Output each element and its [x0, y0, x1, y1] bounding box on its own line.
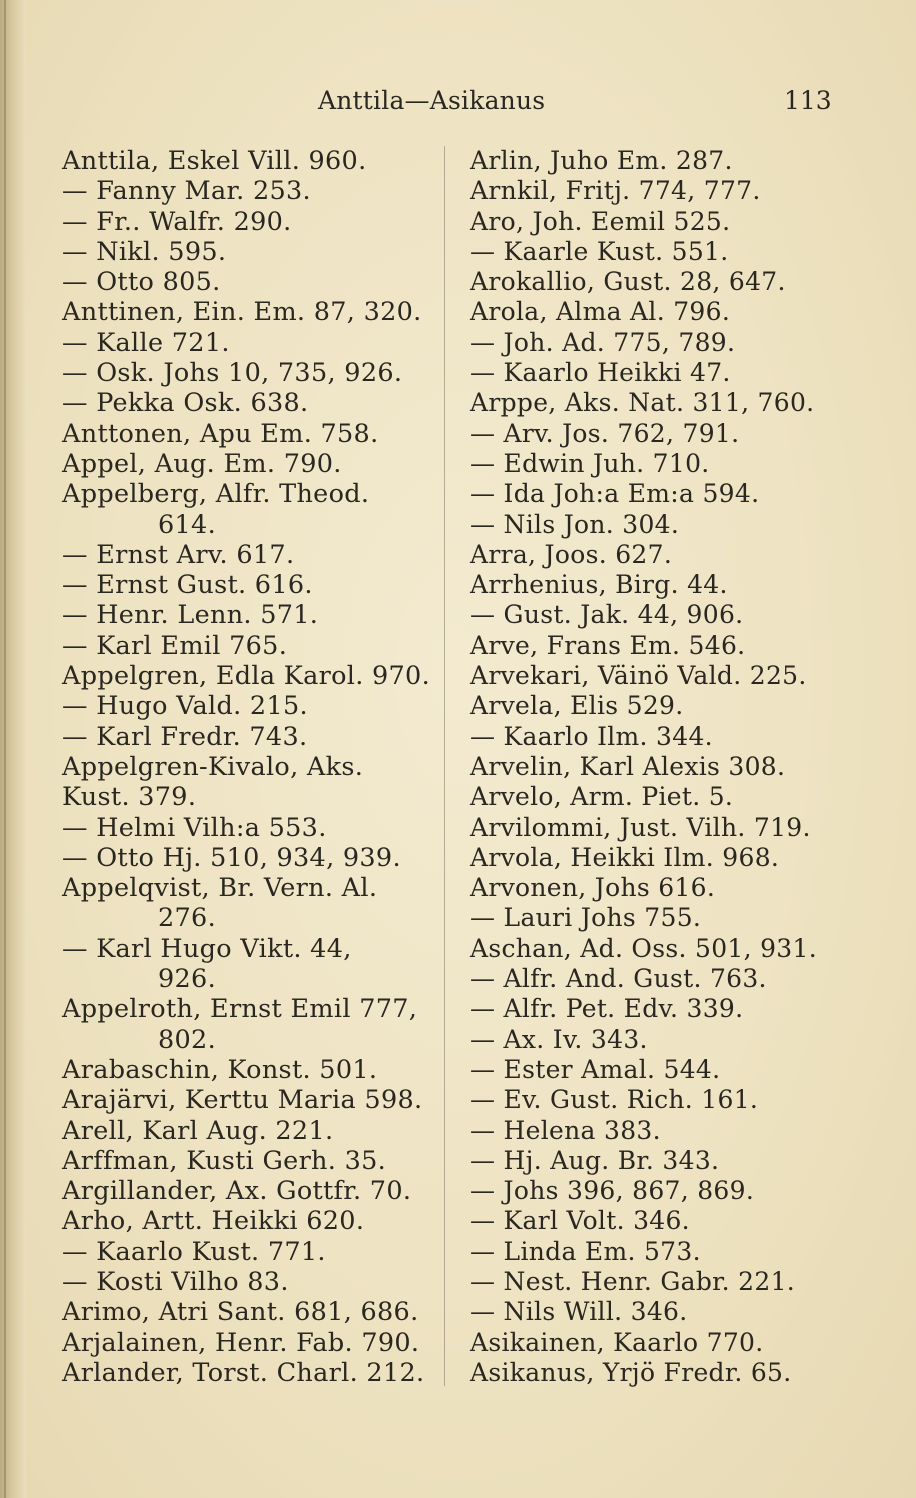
index-entry: Arffman, Kusti Gerh. 35. [62, 1145, 387, 1176]
index-entry: — Hj. Aug. Br. 343. [470, 1145, 720, 1175]
index-entry: — Ev. Gust. Rich. 161. [470, 1085, 759, 1115]
index-entry: — Henr. Lenn. 571. [62, 600, 319, 631]
index-entry: Asikanus, Yrjö Fredr. 65. [470, 1357, 792, 1387]
index-entry: — Kaarlo Heikki 47. [470, 358, 731, 388]
index-entry: — Otto Hj. 510, 934, 939. [62, 842, 401, 873]
index-entry: — Karl Emil 765. [62, 630, 288, 661]
index-entry: Arajärvi, Kerttu Maria 598. [62, 1085, 423, 1116]
index-entry: 926. [158, 964, 216, 995]
index-entry: — Ida Joh:a Em:a 594. [470, 479, 760, 509]
index-entry: Arvelo, Arm. Piet. 5. [470, 782, 734, 812]
index-entry: Arvelin, Karl Alexis 308. [470, 751, 786, 781]
index-entry: — Karl Fredr. 743. [62, 721, 308, 752]
index-entry: Arnkil, Fritj. 774, 777. [470, 176, 761, 206]
index-entry: — Karl Hugo Vikt. 44, [62, 933, 352, 964]
index-entry: Appel, Aug. Em. 790. [62, 448, 342, 479]
index-entry: Arvola, Heikki Ilm. 968. [470, 842, 780, 872]
index-entry: Arlander, Torst. Charl. 212. [62, 1357, 425, 1388]
index-entry: — Kaarlo Kust. 771. [62, 1236, 326, 1267]
index-entry: — Osk. Johs 10, 735, 926. [62, 358, 403, 389]
index-entry: — Helmi Vilh:a 553. [62, 812, 327, 843]
index-entry: — Nikl. 595. [62, 236, 227, 267]
column-divider [444, 146, 445, 1386]
index-entry: — Ester Amal. 544. [470, 1054, 721, 1084]
index-entry: — Kaarlo Ilm. 344. [470, 721, 713, 751]
index-entry: Arjalainen, Henr. Fab. 790. [62, 1327, 420, 1358]
index-entry: Arimo, Atri Sant. 681, 686. [62, 1297, 419, 1328]
index-entry: — Joh. Ad. 775, 789. [470, 327, 736, 357]
index-entry: Arvilommi, Just. Vilh. 719. [470, 812, 811, 842]
index-entry: Appelberg, Alfr. Theod. [62, 479, 370, 510]
index-entry: — Kaarle Kust. 551. [470, 236, 729, 266]
index-entry: — Lauri Johs 755. [470, 903, 702, 933]
index-entry: — Arv. Jos. 762, 791. [470, 418, 740, 448]
index-entry: — Johs 396, 867, 869. [470, 1176, 755, 1206]
index-entry: Arokallio, Gust. 28, 647. [470, 267, 786, 297]
index-entry: Asikainen, Kaarlo 770. [470, 1327, 764, 1357]
index-entry: Anttonen, Apu Em. 758. [62, 418, 379, 449]
index-entry: Appelgren-Kivalo, Aks. [62, 751, 364, 782]
index-entry: Appelroth, Ernst Emil 777, [62, 994, 418, 1025]
left-column [62, 146, 434, 1388]
index-entry: — Karl Volt. 346. [470, 1206, 690, 1236]
index-entry: — Fanny Mar. 253. [62, 176, 311, 207]
index-entry: Appelgren, Edla Karol. 970. [62, 661, 430, 692]
index-entry: — Hugo Vald. 215. [62, 691, 308, 722]
index-entry: Arlin, Juho Em. 287. [470, 146, 733, 175]
index-entry: Arho, Artt. Heikki 620. [62, 1206, 365, 1237]
index-entry: Arell, Karl Aug. 221. [62, 1115, 334, 1146]
index-entry: — Nest. Henr. Gabr. 221. [470, 1266, 796, 1296]
index-entry: Kust. 379. [62, 782, 197, 813]
index-entry: — Edwin Juh. 710. [470, 448, 710, 478]
index-entry: — Ernst Arv. 617. [62, 539, 295, 570]
index-entry: Arrhenius, Birg. 44. [470, 570, 728, 600]
index-entry: — Nils Jon. 304. [470, 509, 680, 539]
index-entry: Arola, Alma Al. 796. [470, 297, 731, 327]
index-entry: — Ernst Gust. 616. [62, 570, 313, 601]
index-entry: Appelqvist, Br. Vern. Al. [62, 873, 378, 904]
index-entry: — Otto 805. [62, 267, 221, 298]
page-header [0, 86, 916, 122]
index-entry: Arppe, Aks. Nat. 311, 760. [470, 388, 815, 418]
index-entry: Arabaschin, Konst. 501. [62, 1054, 378, 1085]
index-entry: — Kosti Vilho 83. [62, 1266, 289, 1297]
page-number: 113 [784, 86, 832, 115]
index-entry: — Pekka Osk. 638. [62, 388, 309, 419]
index-entry: — Linda Em. 573. [470, 1236, 701, 1266]
index-entry: 276. [158, 903, 216, 934]
index-entry: Anttinen, Ein. Em. 87, 320. [62, 297, 422, 328]
page-binding-edge [0, 0, 26, 1498]
index-entry: Arve, Frans Em. 546. [470, 630, 746, 660]
index-entry: Argillander, Ax. Gottfr. 70. [62, 1176, 412, 1207]
index-entry: — Nils Will. 346. [470, 1297, 688, 1327]
index-entry: — Fr.. Walfr. 290. [62, 206, 292, 237]
running-head: Anttila—Asikanus [318, 86, 546, 115]
index-entry: Anttila, Eskel Vill. 960. [62, 146, 367, 176]
index-entry: — Ax. Iv. 343. [470, 1024, 648, 1054]
index-entry: 802. [158, 1024, 216, 1055]
index-entry: — Kalle 721. [62, 327, 230, 358]
index-entry: Arvonen, Johs 616. [470, 873, 716, 903]
right-column [470, 146, 848, 1388]
index-entry: Aro, Joh. Eemil 525. [470, 206, 731, 236]
index-entry: — Helena 383. [470, 1115, 661, 1145]
index-entry: Arvekari, Väinö Vald. 225. [470, 661, 807, 691]
binding-line [4, 0, 6, 1498]
index-entry: — Gust. Jak. 44, 906. [470, 600, 744, 630]
index-entry: — Alfr. Pet. Edv. 339. [470, 994, 744, 1024]
index-entry: 614. [158, 509, 216, 540]
index-entry: Arra, Joos. 627. [470, 539, 673, 569]
index-entry: Aschan, Ad. Oss. 501, 931. [470, 933, 817, 963]
index-entry: — Alfr. And. Gust. 763. [470, 964, 767, 994]
index-entry: Arvela, Elis 529. [470, 691, 684, 721]
